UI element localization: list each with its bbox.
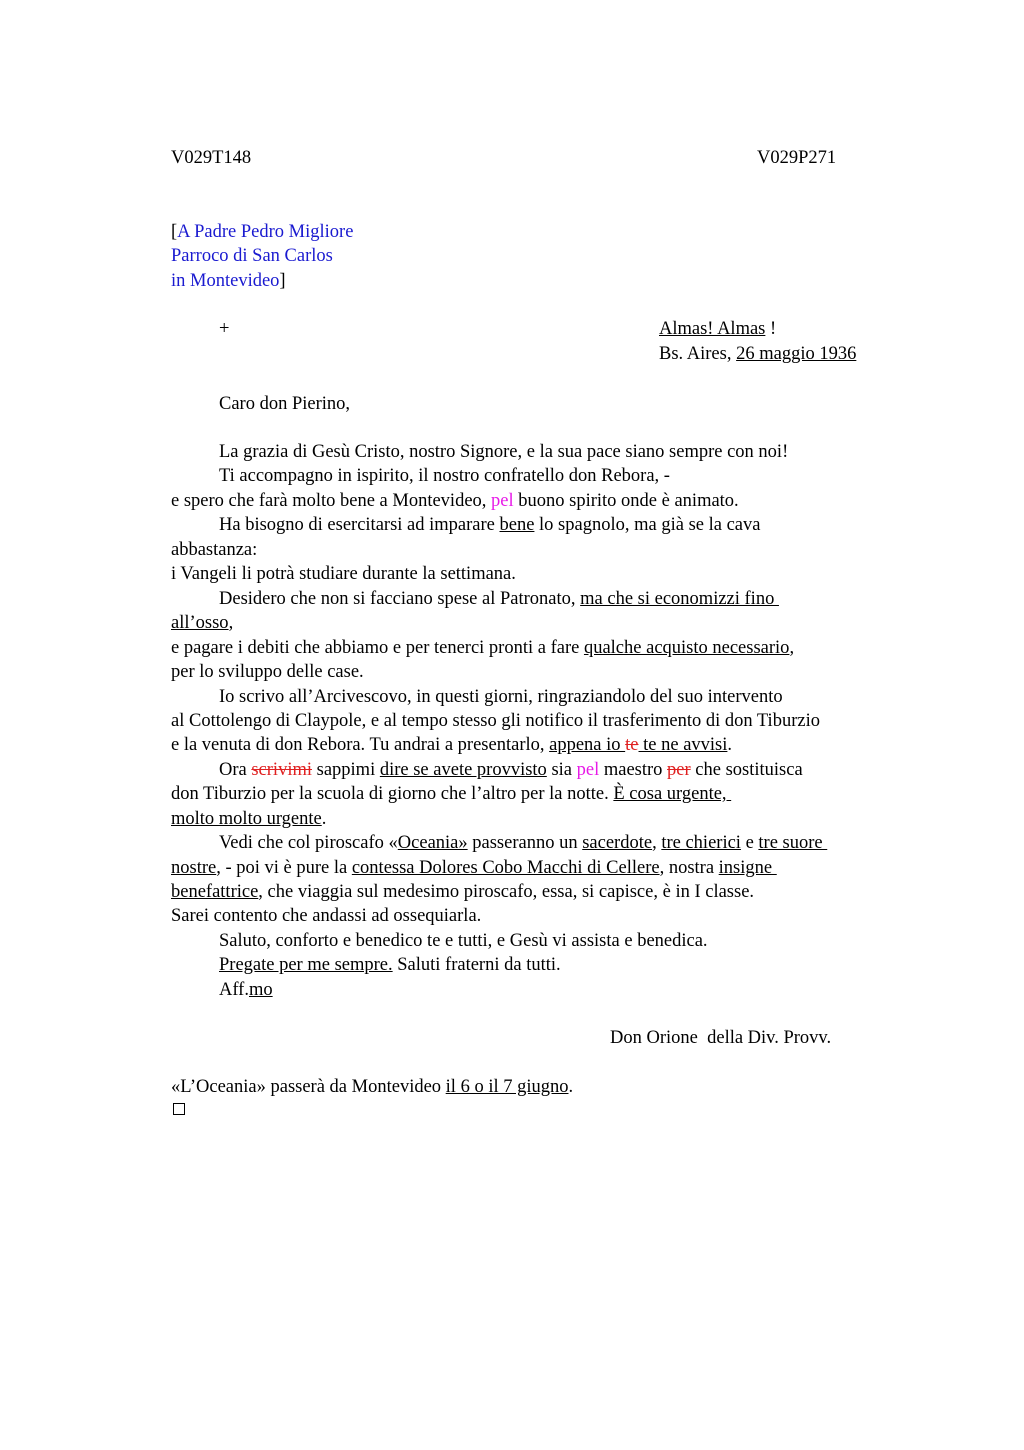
underlined-text: qualche acquisto necessario bbox=[583, 638, 790, 658]
body-line: Io scrivo all’Arcivescovo, in questi giorni, ringraziandolo del suo intervento bbox=[219, 687, 783, 707]
underlined-text: te ne avvisi bbox=[638, 735, 728, 755]
body-line bbox=[219, 587, 779, 611]
recipient-place: in Montevideo bbox=[171, 271, 280, 291]
body-line bbox=[171, 856, 777, 880]
underlined-text: molto molto urgente bbox=[171, 809, 322, 829]
recipient-line-2: Parroco di San Carlos bbox=[171, 246, 333, 266]
closing bbox=[219, 978, 273, 1002]
text: , che viaggia sul medesimo piroscafo, essa, si capisce, è in I classe. bbox=[258, 882, 755, 902]
place-date bbox=[659, 342, 856, 366]
underlined-text: Pregate per me sempre. bbox=[219, 955, 393, 975]
text: sappimi bbox=[312, 760, 380, 780]
underlined-text: Oceania» bbox=[397, 833, 468, 853]
body-line: La grazia di Gesù Cristo, nostro Signore, e la sua pace siano sempre con noi! bbox=[219, 442, 789, 462]
underlined-text: nostre bbox=[171, 858, 217, 878]
underlined-text: all’osso bbox=[171, 613, 229, 633]
body-line bbox=[171, 807, 326, 831]
body-line: Sarei contento che andassi ad ossequiarla. bbox=[171, 906, 482, 926]
text: passeranno un bbox=[467, 833, 583, 853]
underlined-text: tre chierici bbox=[661, 833, 741, 853]
place: Bs. Aires, bbox=[659, 344, 737, 364]
deleted-word: te bbox=[625, 735, 639, 755]
body-line bbox=[171, 636, 794, 660]
text: , - poi vi è pure la bbox=[216, 858, 352, 878]
text: e la venuta di don Rebora. Tu andrai a presentarlo, bbox=[171, 735, 550, 755]
underlined-text: appena io bbox=[549, 735, 626, 755]
recipient-name: A Padre Pedro Migliore bbox=[177, 222, 354, 242]
document-code-left: V029T148 bbox=[171, 148, 252, 168]
text: Ora bbox=[219, 760, 252, 780]
text: , bbox=[228, 613, 234, 633]
inserted-word: pel bbox=[576, 760, 600, 780]
body-line bbox=[219, 758, 803, 782]
body-line bbox=[171, 489, 739, 513]
signature: Don Orione della Div. Provv. bbox=[610, 1028, 832, 1048]
underlined-text: ma che si economizzi fino bbox=[580, 589, 779, 609]
underlined-text: È cosa urgente, bbox=[613, 784, 732, 804]
text: «L’Oceania» passerà da Montevideo bbox=[171, 1077, 446, 1097]
text: , nostra bbox=[659, 858, 719, 878]
body-line: al Cottolengo di Claypole, e al tempo stesso gli notifico il trasferimento di don Tiburzio bbox=[171, 711, 820, 731]
underlined-text: insigne bbox=[718, 858, 777, 878]
motto-text: Almas! Almas bbox=[659, 319, 766, 339]
text: . bbox=[568, 1077, 574, 1097]
body-line bbox=[171, 611, 233, 635]
underlined-text: sacerdote bbox=[582, 833, 653, 853]
bracket-close: ] bbox=[279, 271, 286, 291]
recipient-line-3 bbox=[171, 269, 286, 293]
body-line bbox=[171, 782, 731, 806]
body-line: Ti accompagno in ispirito, il nostro confratello don Rebora, - bbox=[219, 466, 670, 486]
date: 26 maggio 1936 bbox=[736, 344, 857, 364]
motto-tail: ! bbox=[765, 319, 777, 339]
body-line bbox=[219, 513, 760, 537]
body-line bbox=[171, 733, 732, 757]
recipient-line-1 bbox=[171, 220, 353, 244]
text: Ha bisogno di esercitarsi ad imparare bbox=[219, 515, 500, 535]
text: . bbox=[321, 809, 327, 829]
underlined-text: il 6 o il 7 giugno bbox=[445, 1077, 569, 1097]
text: don Tiburzio per la scuola di giorno che l’altro per la notte. bbox=[171, 784, 614, 804]
text: Desidero che non si facciano spese al Patronato, bbox=[219, 589, 581, 609]
underlined-text: benefattrice bbox=[171, 882, 259, 902]
underlined-text: mo bbox=[248, 980, 273, 1000]
cross-mark: + bbox=[219, 319, 230, 339]
body-line bbox=[219, 831, 827, 855]
salutation: Caro don Pierino, bbox=[219, 394, 351, 414]
text: , bbox=[652, 833, 662, 853]
text: lo spagnolo, ma già se la cava bbox=[534, 515, 761, 535]
text: che sostituisca bbox=[690, 760, 803, 780]
text: e bbox=[740, 833, 759, 853]
text: . bbox=[727, 735, 733, 755]
underlined-text: dire se avete provvisto bbox=[379, 760, 547, 780]
deleted-word: scrivimi bbox=[251, 760, 312, 780]
inserted-word: pel bbox=[491, 491, 514, 511]
text: , bbox=[789, 638, 795, 658]
body-line: Saluto, conforto e benedico te e tutti, e Gesù vi assista e benedica. bbox=[219, 931, 708, 951]
bracket-open: [ bbox=[171, 222, 178, 242]
motto bbox=[659, 317, 776, 341]
text: maestro bbox=[599, 760, 668, 780]
text: Vedi che col piroscafo « bbox=[219, 833, 398, 853]
body-line bbox=[171, 880, 754, 904]
body-line: i Vangeli li potrà studiare durante la settimana. bbox=[171, 564, 516, 584]
underlined-text: contessa Dolores Cobo Macchi di Cellere bbox=[351, 858, 660, 878]
text: buono spirito onde è animato. bbox=[513, 491, 739, 511]
deleted-word: per bbox=[667, 760, 691, 780]
document-code-right: V029P271 bbox=[757, 148, 837, 168]
postscript bbox=[171, 1075, 573, 1099]
text: e pagare i debiti che abbiamo e per tenerci pronti a fare bbox=[171, 638, 584, 658]
underlined-text: tre suore bbox=[758, 833, 828, 853]
body-line: per lo sviluppo delle case. bbox=[171, 662, 364, 682]
text: Aff. bbox=[219, 980, 249, 1000]
end-square-mark bbox=[173, 1103, 185, 1115]
text: sia bbox=[546, 760, 577, 780]
body-line bbox=[219, 953, 561, 977]
text: Saluti fraterni da tutti. bbox=[392, 955, 561, 975]
body-line: abbastanza: bbox=[171, 540, 258, 560]
text: e spero che farà molto bene a Montevideo, bbox=[171, 491, 492, 511]
underlined-text: bene bbox=[499, 515, 535, 535]
